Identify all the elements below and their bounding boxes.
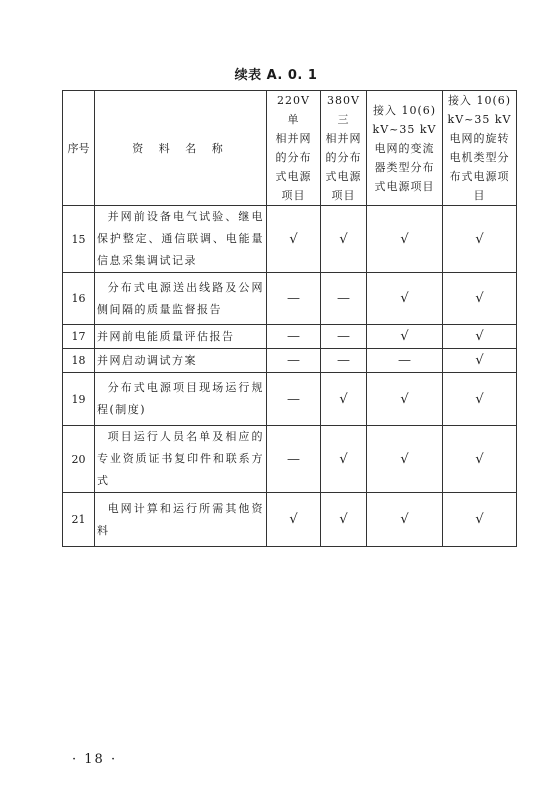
row-mark: —	[367, 349, 443, 373]
row-mark: —	[267, 373, 321, 426]
row-mark: √	[443, 206, 517, 273]
row-mark: √	[367, 325, 443, 349]
row-number: 21	[63, 493, 95, 547]
row-mark: √	[321, 373, 367, 426]
row-name: 电网计算和运行所需其他资料	[95, 493, 267, 547]
row-number: 15	[63, 206, 95, 273]
header-name: 资 料 名 称	[95, 91, 267, 206]
row-name: 分布式电源送出线路及公网侧间隔的质量监督报告	[95, 273, 267, 325]
row-name: 分布式电源项目现场运行规程(制度)	[95, 373, 267, 426]
row-mark: √	[321, 426, 367, 493]
header-no: 序号	[63, 91, 95, 206]
row-mark: √	[321, 493, 367, 547]
row-number: 18	[63, 349, 95, 373]
header-rotating-machine-type: 接入 10(6) kV~35 kV 电网的旋转 电机类型分 布式电源项目	[443, 91, 517, 206]
row-number: 17	[63, 325, 95, 349]
row-mark: √	[443, 273, 517, 325]
row-mark: √	[367, 273, 443, 325]
table-row	[63, 426, 517, 493]
table-row	[63, 206, 517, 273]
table-row	[63, 273, 517, 325]
table-row	[63, 373, 517, 426]
row-mark: √	[267, 206, 321, 273]
row-mark: √	[267, 493, 321, 547]
row-number: 20	[63, 426, 95, 493]
table-row	[63, 493, 517, 547]
row-mark: —	[267, 325, 321, 349]
row-mark: √	[443, 373, 517, 426]
row-mark: √	[321, 206, 367, 273]
row-mark: √	[367, 426, 443, 493]
row-name: 并网前设备电气试验、继电保护整定、通信联调、电能量信息采集调试记录	[95, 206, 267, 273]
row-mark: √	[367, 373, 443, 426]
row-mark: √	[367, 206, 443, 273]
table-title: 续表 A. 0. 1	[234, 68, 318, 83]
page-number: · 18 ·	[72, 752, 118, 767]
header-380v-three-phase: 380V 三 相并网 的分布 式电源 项目	[321, 91, 367, 206]
row-mark: √	[443, 493, 517, 547]
row-mark: —	[321, 273, 367, 325]
data-table	[62, 90, 517, 547]
row-mark: √	[367, 493, 443, 547]
row-name: 项目运行人员名单及相应的专业资质证书复印件和联系方式	[95, 426, 267, 493]
table-header-row	[63, 91, 517, 206]
row-name: 并网启动调试方案	[95, 349, 267, 373]
row-name: 并网前电能质量评估报告	[95, 325, 267, 349]
row-mark: √	[443, 349, 517, 373]
row-number: 19	[63, 373, 95, 426]
table-row	[63, 325, 517, 349]
row-number: 16	[63, 273, 95, 325]
row-mark: —	[321, 349, 367, 373]
row-mark: √	[443, 426, 517, 493]
row-mark: —	[321, 325, 367, 349]
header-converter-type: 接入 10(6) kV~35 kV 电网的变流 器类型分布 式电源项目	[367, 91, 443, 206]
row-mark: —	[267, 426, 321, 493]
header-220v-single-phase: 220V 单 相并网 的分布 式电源 项目	[267, 91, 321, 206]
row-mark: √	[443, 325, 517, 349]
row-mark: —	[267, 273, 321, 325]
table-row	[63, 349, 517, 373]
row-mark: —	[267, 349, 321, 373]
